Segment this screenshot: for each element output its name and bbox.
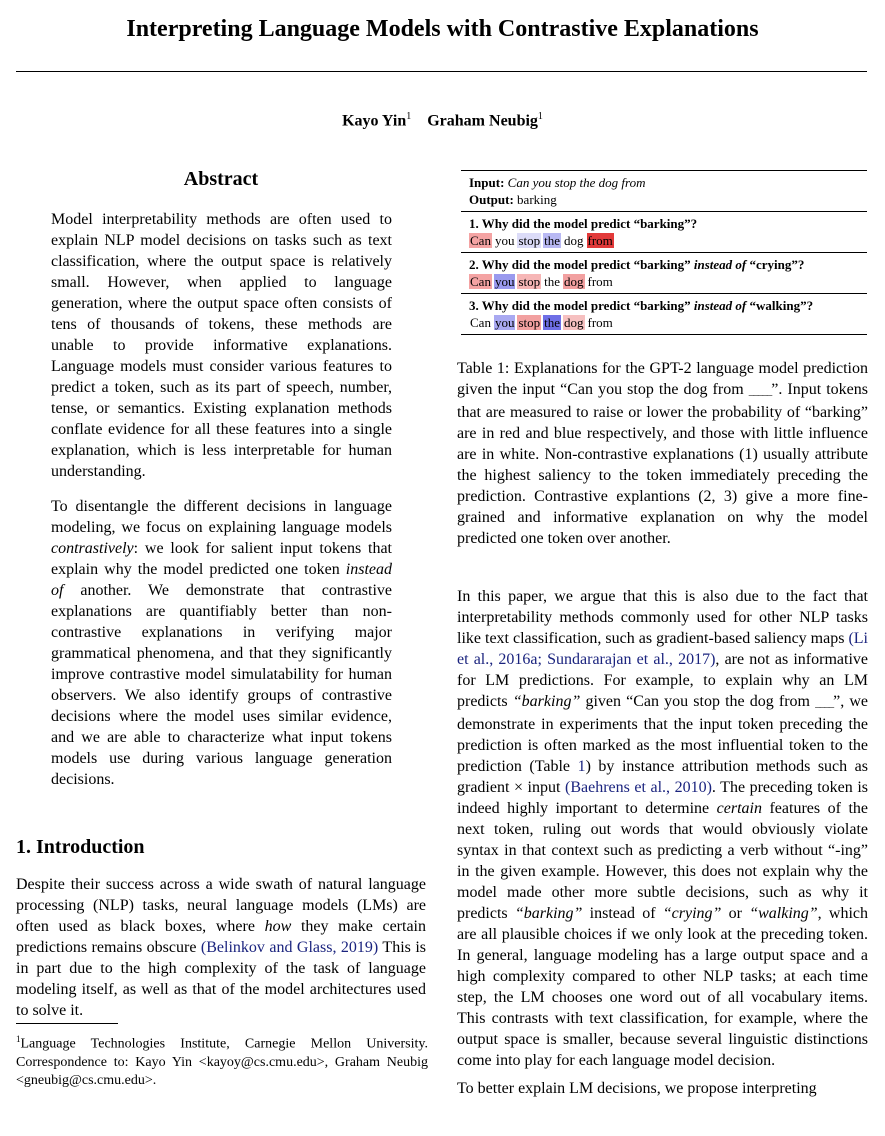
token: from [587, 274, 613, 289]
author-name: Kayo Yin [342, 112, 407, 130]
row-question: 3. Why did the model predict “barking” instead of “walking”? [469, 298, 814, 313]
token: stop [518, 315, 541, 330]
row-question: 2. Why did the model predict “barking” instead of “crying”? [469, 257, 805, 272]
emphasis: how [264, 918, 292, 935]
abstract-paragraph-2: To disentangle the different decisions in language modeling, we focus on explaining language models contrastively: we look for salient input tokens that explain why the model predicted one token instead of another. We demonstrate that contrastive explanations are quantifiably better than non-contrastive explanations in verifying major grammatical phenomena, and that they significantly improve contrastive model simulatability for human observers. We also identify groups of contrastive decisions where the model uses similar evidence, and we are able to characterize what input tokens models use during various language generation decisions. [51, 498, 392, 788]
footnote: $^1$Language Technologies Institute, Carnegie Mellon University. Correspondence to: Kayo Yin <kayoy@cs.cmu.edu>, Graham Neubig <gneubig@cs.cmu.edu>. [16, 1034, 428, 1088]
token-sequence [469, 273, 859, 290]
author-affiliation: 1 [537, 111, 543, 122]
author-name: Graham Neubig [427, 112, 538, 130]
footnote-mark: 1 [16, 1034, 21, 1044]
author-list [0, 111, 885, 130]
token: you [494, 315, 515, 330]
citation-link[interactable]: (Li et al., 2016a; Sundararajan et al., 2017) [457, 630, 868, 668]
title-rule [16, 71, 867, 72]
token: dog [564, 315, 584, 330]
token: you [494, 233, 515, 248]
author-affiliation: 1 [406, 111, 412, 122]
abstract-heading: Abstract [183, 168, 259, 190]
table-caption: Table 1: Explanations for the GPT-2 language model prediction given the input “Can you stop the dog from _____”. Input tokens that are measured to raise or lower the probability of “barking” are in red and blue respectively, and those with little influence are in white. Non-contrastive explanations (1) usually attribute the highest saliency to the token immediately preceding the prediction. Contrastive explantions (2, 3) give a more fine-grained and informative explanation on why the model predicted one token over another. [457, 360, 868, 547]
section-heading-introduction: 1. Introduction [16, 836, 145, 858]
table-header-row [461, 170, 867, 212]
token-sequence [469, 314, 859, 331]
token: stop [518, 233, 541, 248]
citation-link[interactable]: (Baehrens et al., 2010) [564, 779, 712, 796]
emphasis: contrastively [51, 540, 134, 557]
body-paragraph: To better explain LM decisions, we propose interpreting [457, 1080, 817, 1097]
table-reference-link[interactable]: 1 [577, 758, 586, 775]
emphasis: instead of [51, 561, 392, 599]
token: the [544, 315, 561, 330]
table-row [461, 212, 867, 253]
input-label: Input: [469, 175, 505, 190]
token: from [587, 233, 613, 248]
citation-link[interactable]: (Belinkov and Glass, 2019) [200, 939, 379, 956]
token: you [494, 274, 515, 289]
table-row [461, 294, 867, 335]
token: dog [564, 274, 584, 289]
token: dog [564, 233, 584, 248]
input-text: Can you stop the dog from [507, 175, 646, 190]
intro-paragraph: Despite their success across a wide swath of natural language processing (NLP) tasks, neural language models (LMs) are often used as black boxes, where how they make certain predictions remains obscure (Belinkov and Glass, 2019) This is in part due to the high complexity of the task of language modeling itself, as well as that of the model architectures used to solve it. [16, 876, 427, 1019]
row-question: 1. Why did the model predict “barking”? [469, 216, 698, 231]
body-paragraph: In this paper, we argue that this is also due to the fact that interpretability methods commonly used for other NLP tasks like text classification, such as gradient-based saliency maps (Li et al., 2016a; Sundararajan et al., 2017), are not as informative for LM predictions. For example, to explain why an LM predicts “barking” given “Can you stop the dog from ____”, we demonstrate in experiments that the input token preceding the prediction is often marked as the most influential token to the prediction (Table 1) by instance attribution methods such as gradient × input (Baehrens et al., 2010). The preceding token is indeed highly important to determine certain features of the next token, ruling out words that would obviously violate syntax in that context such as predicting a verb without “-ing” in the given example. However, this does not explain why the model made other more subtle decisions, such as why it predicts “barking” instead of “crying” or “walking”, which are all plausible choices if we only look at the preceding token. In general, language modeling has a large output space and a high complexity compared to other NLP tasks; at each time step, the LM chooses one word out of all vocabulary items. This contrasts with text classification, for example, where the output space is smaller, because several linguistic distinctions come into play for each language model decision. [457, 588, 869, 1069]
token: Can [470, 274, 491, 289]
token: the [544, 274, 561, 289]
paper-title: Interpreting Language Models with Contrastive Explanations [126, 16, 759, 42]
token: Can [470, 233, 491, 248]
token-sequence [469, 232, 859, 249]
token: stop [518, 274, 541, 289]
abstract-paragraph-1: Model interpretability methods are often used to explain NLP model decisions on tasks such as text classification, where the output space is relatively small. However, when applied to language generation, where the output space often consists of tens of thousands of tokens, these methods are unable to provide informative explanations. Language models must consider various features to predict a token, such as its part of speech, number, tense, or semantics. Existing explanation methods conflate evidence for all these features into a single explanation, which is less interpretable for human understanding. [51, 211, 392, 480]
token: Can [470, 315, 491, 330]
token: from [587, 315, 613, 330]
table-row [461, 253, 867, 294]
footnote-rule [16, 1023, 118, 1024]
output-label: Output: [469, 192, 514, 207]
token: the [544, 233, 561, 248]
output-text: barking [517, 192, 557, 207]
explanation-table [461, 170, 867, 335]
